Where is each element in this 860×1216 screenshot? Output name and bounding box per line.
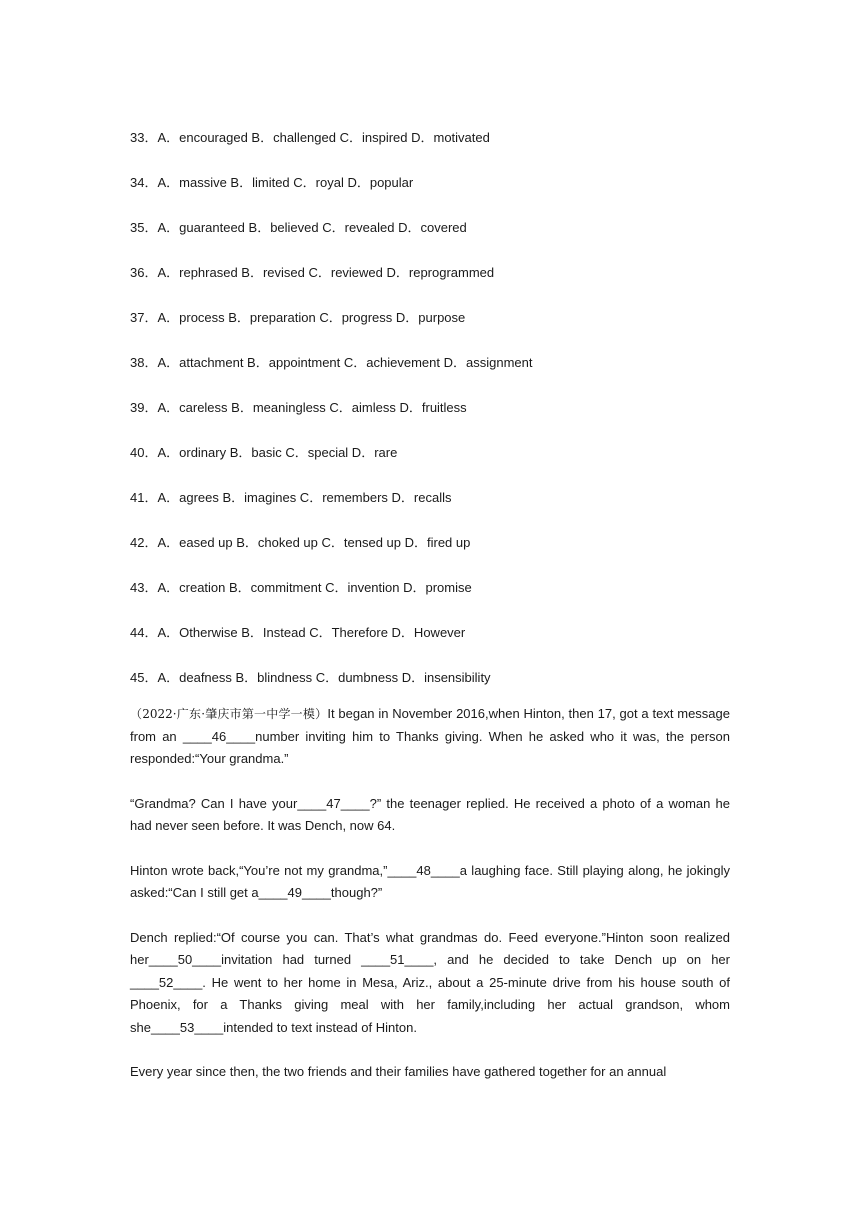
question-40: 40．A．ordinary B．basic C．special D．rare: [130, 445, 398, 460]
question-34: 34．A．massive B．limited C．royal D．popular: [130, 175, 414, 190]
passage-paragraph: Dench replied:“Of course you can. That’s what grandmas do. Feed everyone.”Hinton soon realized her____50____invitation had turned ____51____, and he decided to take Dench up on her ____52____. He went to her home in Mesa, Ariz., about a 25-minute drive from his house south of Phoenix, for a Thanks giving meal with her family,including her actual grandson, whom she____53____intended to text instead of Hinton.: [130, 929, 730, 1035]
passage-paragraph: Hinton wrote back,“You’re not my grandma,”____48____a laughing face. Still playing along, he jokingly asked:“Can I still get a____49____though?”: [130, 862, 730, 900]
question-41: 41．A．agrees B．imagines C．remembers D．recalls: [130, 490, 452, 505]
passage-paragraph: [130, 703, 730, 771]
question-list: [130, 128, 730, 688]
source-label: （2022·广东·肇庆市第一中学一模）: [130, 707, 328, 721]
question-43: 43．A．creation B．commitment C．invention D．promise: [130, 580, 472, 595]
passage-paragraph: “Grandma? Can I have your____47____?” the teenager replied. He received a photo of a woman he had never seen before. It was Dench, now 64.: [130, 795, 730, 833]
question-38: 38．A．attachment B．appointment C．achievement D．assignment: [130, 355, 533, 370]
question-33: 33．A．encouraged B．challenged C．inspired D．motivated: [130, 130, 490, 145]
question-45: 45．A．deafness B．blindness C．dumbness D．insensibility: [130, 670, 491, 685]
question-39: 39．A．careless B．meaningless C．aimless D．fruitless: [130, 400, 467, 415]
reading-passage: [130, 703, 730, 1084]
question-35: 35．A．guaranteed B．believed C．revealed D．covered: [130, 220, 467, 235]
question-42: 42．A．eased up B．choked up C．tensed up D．fired up: [130, 535, 471, 550]
question-37: 37．A．process B．preparation C．progress D．purpose: [130, 310, 466, 325]
paragraph-text: It began in November 2016,when Hinton, then 17, got a text message from an ____46____number inviting him to Thanks giving. When he asked who it was, the person responded:“Your grandma.”: [130, 706, 731, 766]
document-page: [130, 128, 730, 1106]
question-44: 44．A．Otherwise B．Instead C．Therefore D．However: [130, 625, 466, 640]
passage-paragraph: Every year since then, the two friends and their families have gathered together for an annual: [130, 1064, 667, 1079]
question-36: 36．A．rephrased B．revised C．reviewed D．reprogrammed: [130, 265, 495, 280]
